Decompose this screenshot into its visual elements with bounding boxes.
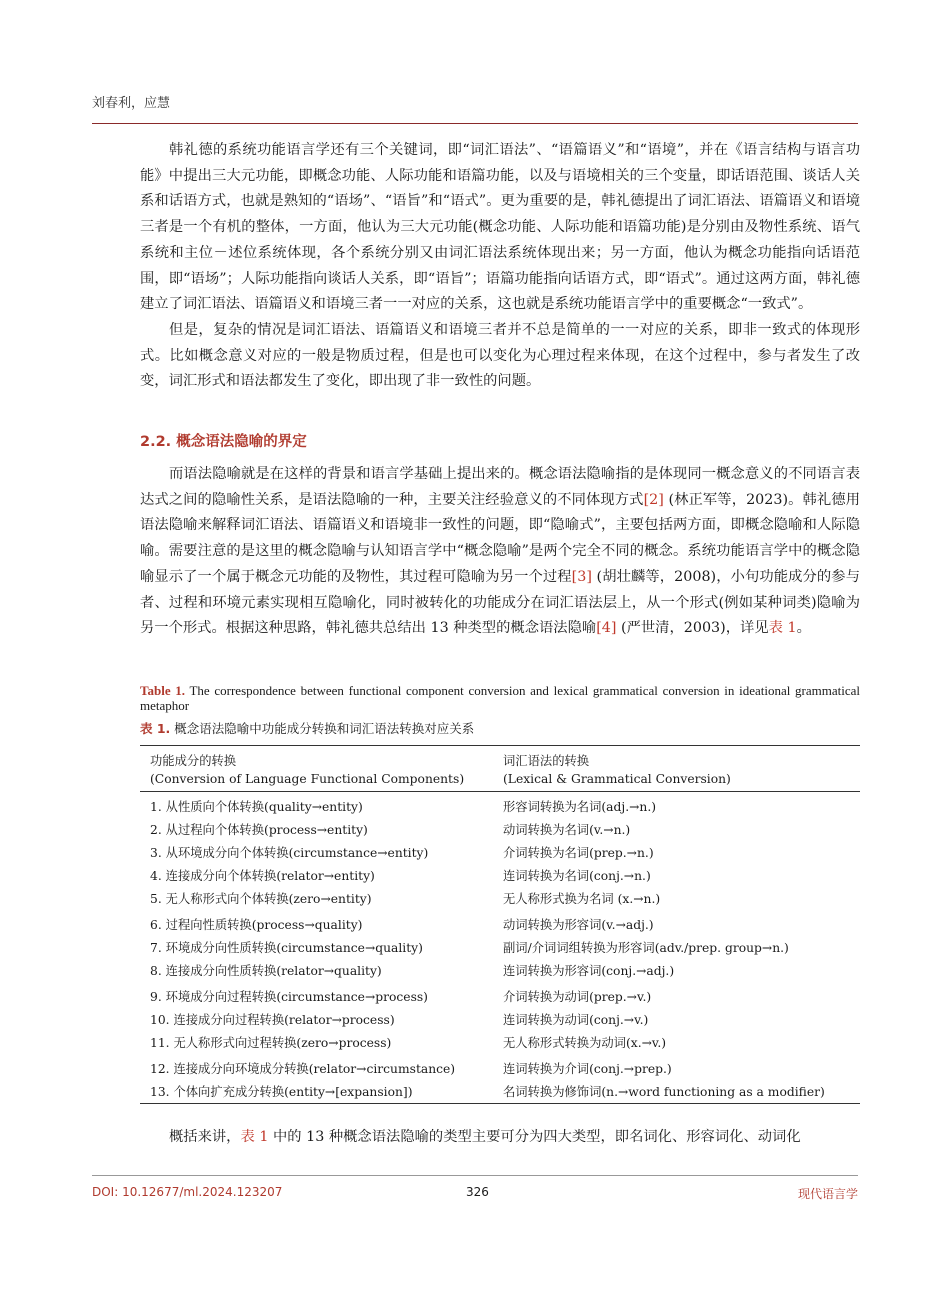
table-row-4-left: 4. 连接成分向个体转换(relator→entity) [150,869,375,883]
table-row-5-right: 无人称形式换为名词 (x.→n.) [503,892,661,906]
paragraph-3-text-e: 。 [796,620,811,637]
footer-doi-link[interactable]: DOI: 10.12677/ml.2024.123207 [92,1185,283,1199]
table-row-8-left: 8. 连接成分向性质转换(relator→quality) [150,964,382,978]
table-caption-zh [140,719,474,737]
table-1-ref-link[interactable]: 表 1 [768,620,797,637]
table-caption-label-en: Table 1. [140,683,186,698]
header-divider [92,123,858,124]
citation-link-4[interactable]: [4] [596,620,617,637]
paragraph-3 [140,462,860,642]
table-row-11-right: 无人称形式转换为动词(x.→v.) [503,1036,667,1050]
table-row-10-right: 连词转换为动词(conj.→v.) [503,1013,649,1027]
table-row-9-left: 9. 环境成分向过程转换(circumstance→process) [150,990,428,1004]
table-header-left-zh: 功能成分的转换 [150,754,237,768]
table-row-10-left: 10. 连接成分向过程转换(relator→process) [150,1013,395,1027]
table-row-5-left: 5. 无人称形式向个体转换(zero→entity) [150,892,372,906]
table-header-right-en: (Lexical & Grammatical Conversion) [503,772,731,786]
table-header-right-zh: 词汇语法的转换 [503,754,590,768]
body-block-1 [140,138,860,395]
table-row-6-left: 6. 过程向性质转换(process→quality) [150,918,363,932]
running-header-authors: 刘春利，应慧 [92,96,171,111]
body-block-3 [140,1125,860,1151]
table-row-9-right: 介词转换为动词(prep.→v.) [503,990,652,1004]
table-bottom-rule [140,1103,860,1104]
table-header-right [503,752,731,788]
paragraph-2: 但是，复杂的情况是词汇语法、语篇语义和语境三者并不总是简单的一一对应的关系，即非一致式的体现形式。比如概念意义对应的一般是物质过程，但是也可以变化为心理过程来体现，在这个过程中，参与者发生了改变，词汇形式和语法都发生了变化，即出现了非一致性的问题。 [140,321,860,390]
paragraph-1: 韩礼德的系统功能语言学还有三个关键词，即“词汇语法”、“语篇语义”和“语境”，并在《语言结构与语言功能》中提出三大元功能，即概念功能、人际功能和语篇功能，以及与语境相关的三个变量，即话语范围、谈话人关系和话语方式，也就是熟知的“语场”、“语旨”和“语式”。更为重要的是，韩礼德提出了词汇语法、语篇语义和语境三者是一个有机的整体，一方面，他认为三大元功能(概念功能、人际功能和语篇功能)是分别由及物性系统、语气系统和主位－述位系统体现，各个系统分别又由词汇语法系统体现出来；另一方面，他认为概念功能指向话语范围，即“语场”；人际功能指向谈话人关系，即“语旨”；语篇功能指向话语方式，即“语式”。通过这两方面，韩礼德建立了词汇语法、语篇语义和语境三者一一对应的关系，这也就是系统功能语言学中的重要概念“一致式”。 [140,142,860,313]
citation-link-2[interactable]: [2] [643,491,664,508]
table-row-12-right: 连词转换为介词(conj.→prep.) [503,1062,672,1076]
table-row-13-left: 13. 个体向扩充成分转换(entity→[expansion]) [150,1085,413,1099]
paragraph-4-text-a: 概括来讲， [169,1129,241,1145]
table-row-7-left: 7. 环境成分向性质转换(circumstance→quality) [150,941,423,955]
table-row-7-right: 副词/介词词组转换为形容词(adv./prep. group→n.) [503,941,789,955]
paragraph-3-text-a: 而语法隐喻就是在这样的背景和语言学基础上提出来的。概念语法隐喻指的是体现同一概念意义的不同语言表达式之间的隐喻性关系，是语法隐喻的一种，主要关注经验意义的不同体现方式 [140,466,860,508]
table-header-left-en: (Conversion of Language Functional Components) [150,772,465,786]
table-row-12-left: 12. 连接成分向环境成分转换(relator→circumstance) [150,1062,456,1076]
body-block-2 [140,462,860,642]
footer-journal-link[interactable]: 现代语言学 [797,1187,858,1201]
paragraph-3-text-c: (胡壮麟等，2008)，小句功能成分的参与者、过程和环境元素实现相互隐喻化，同时被转化的功能成分在词汇语法层上，从一个形式(例如某种词类)隐喻为另一个形式。根据这种思路，韩礼德共总结出 13 种类型的概念语法隐喻 [140,568,860,637]
paragraph-3-text-b: (林正军等，2023)。韩礼德用语法隐喻来解释词汇语法、语篇语义和语境非一致性的问题，即“隐喻式”，主要包括两方面，即概念隐喻和人际隐喻。需要注意的是这里的概念隐喻与认知语言学中“概念隐喻”是两个完全不同的概念。系统功能语言学中的概念隐喻显示了一个属于概念元功能的及物性，其过程可隐喻为另一个过程 [140,491,860,585]
table-header-rule [140,791,860,792]
table-row-6-right: 动词转换为形容词(v.→adj.) [503,918,654,932]
paragraph-3-text-d: (严世清，2003)，详见 [616,620,769,637]
table-row-2-left: 2. 从过程向个体转换(process→entity) [150,823,368,837]
table-caption-label-zh: 表 1. [140,721,171,736]
table-caption-text-en: The correspondence between functional component conversion and lexical grammatical conversion in ideational grammatical metaphor [140,683,861,713]
footer-page-number: 326 [466,1185,489,1199]
table-row-3-right: 介词转换为名词(prep.→n.) [503,846,654,860]
table-top-rule [140,745,860,746]
table-row-3-left: 3. 从环境成分向个体转换(circumstance→entity) [150,846,429,860]
paragraph-4 [140,1125,860,1151]
footer-divider [92,1175,858,1176]
table-row-11-left: 11. 无人称形式向过程转换(zero→process) [150,1036,392,1050]
table-row-13-right: 名词转换为修饰词(n.→word functioning as a modifier) [503,1085,825,1099]
table-caption-text-zh: 概念语法隐喻中功能成分转换和词汇语法转换对应关系 [170,721,475,736]
table-row-4-right: 连词转换为名词(conj.→n.) [503,869,651,883]
section-heading-2-2: 2.2. 概念语法隐喻的界定 [140,434,307,450]
table-row-2-right: 动词转换为名词(v.→n.) [503,823,631,837]
table-caption-en [140,683,860,713]
citation-link-3[interactable]: [3] [571,568,592,585]
table-row-8-right: 连词转换为形容词(conj.→adj.) [503,964,675,978]
table-1-ref-link-2[interactable]: 表 1 [240,1129,269,1145]
table-header-left [150,752,464,788]
table-row-1-left: 1. 从性质向个体转换(quality→entity) [150,800,363,814]
table-row-1-right: 形容词转换为名词(adj.→n.) [503,800,657,814]
paragraph-4-text-b: 中的 13 种概念语法隐喻的类型主要可分为四大类型，即名词化、形容词化、动词化 [268,1129,801,1145]
